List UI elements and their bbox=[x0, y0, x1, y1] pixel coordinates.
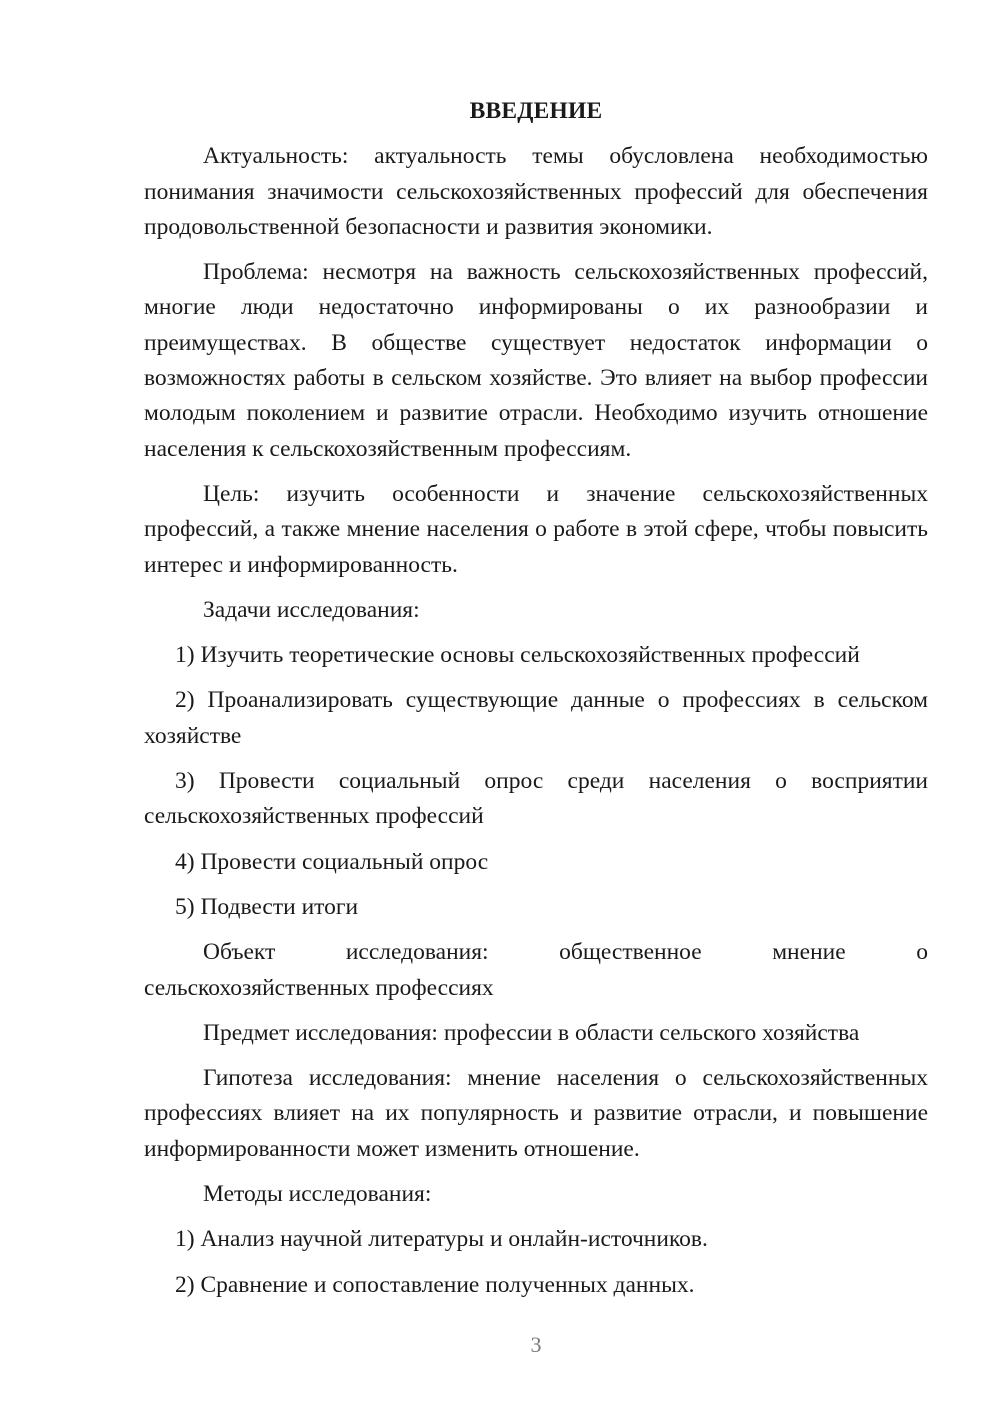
task-item-2: 2) Проанализировать существующие данные о профессиях в сельском хозяйстве bbox=[144, 687, 928, 749]
object-word: общественное bbox=[559, 939, 702, 966]
method-item-1: 1) Анализ научной литературы и онлайн-источников. bbox=[175, 1226, 708, 1253]
page-title: ВВЕДЕНИЕ bbox=[469, 98, 603, 124]
page-number: 3 bbox=[530, 1332, 542, 1357]
object-second-line: сельскохозяйственных профессиях bbox=[144, 974, 494, 1001]
hypothesis-paragraph: Гипотеза исследования: мнение населения о сельскохозяйственных профессиях влияет на их популярность и развитие отрасли, и повышение информированности может изменить отношение. bbox=[144, 1065, 928, 1162]
object-word: мнение bbox=[772, 939, 846, 966]
goal-paragraph: Цель: изучить особенности и значение сельскохозяйственных профессий, а также мнение населения о работе в этой сфере, чтобы повысить интерес и информированность. bbox=[144, 480, 928, 578]
method-item-2: 2) Сравнение и сопоставление полученных данных. bbox=[175, 1271, 695, 1298]
object-word: исследования: bbox=[345, 939, 489, 966]
object-word: о bbox=[916, 939, 928, 966]
task-item-1: 1) Изучить теоретические основы сельскохозяйственных профессий bbox=[175, 642, 860, 669]
subject-paragraph: Предмет исследования: профессии в области сельского хозяйства bbox=[203, 1019, 860, 1046]
page-content bbox=[144, 94, 928, 1313]
relevance-paragraph: Актуальность: актуальность темы обусловлена необходимостью понимания значимости сельскохозяйственных профессий для обеспечения продовольственной безопасности и развития экономики. bbox=[144, 143, 928, 240]
task-item-4: 4) Провести социальный опрос bbox=[175, 848, 489, 875]
tasks-heading: Задачи исследования: bbox=[203, 596, 420, 623]
methods-heading: Методы исследования: bbox=[203, 1181, 432, 1208]
problem-paragraph: Проблема: несмотря на важность сельскохозяйственных профессий, многие люди недостаточно информированы о их разнообразии и преимуществах. В обществе существует недостаток информации о возможностях работы в сельском хозяйстве. Это влияет на выбор профессии молодым поколением и развитие отрасли. Необходимо изучить отношение населения к сельскохозяйственным профессиям. bbox=[144, 259, 928, 462]
task-item-3: 3) Провести социальный опрос среди населения о восприятии сельскохозяйственных профессий bbox=[144, 768, 928, 830]
object-word: Объект bbox=[203, 939, 276, 966]
object-paragraph bbox=[144, 935, 928, 1006]
object-first-line bbox=[144, 935, 928, 970]
task-item-5: 5) Подвести итоги bbox=[175, 893, 359, 920]
